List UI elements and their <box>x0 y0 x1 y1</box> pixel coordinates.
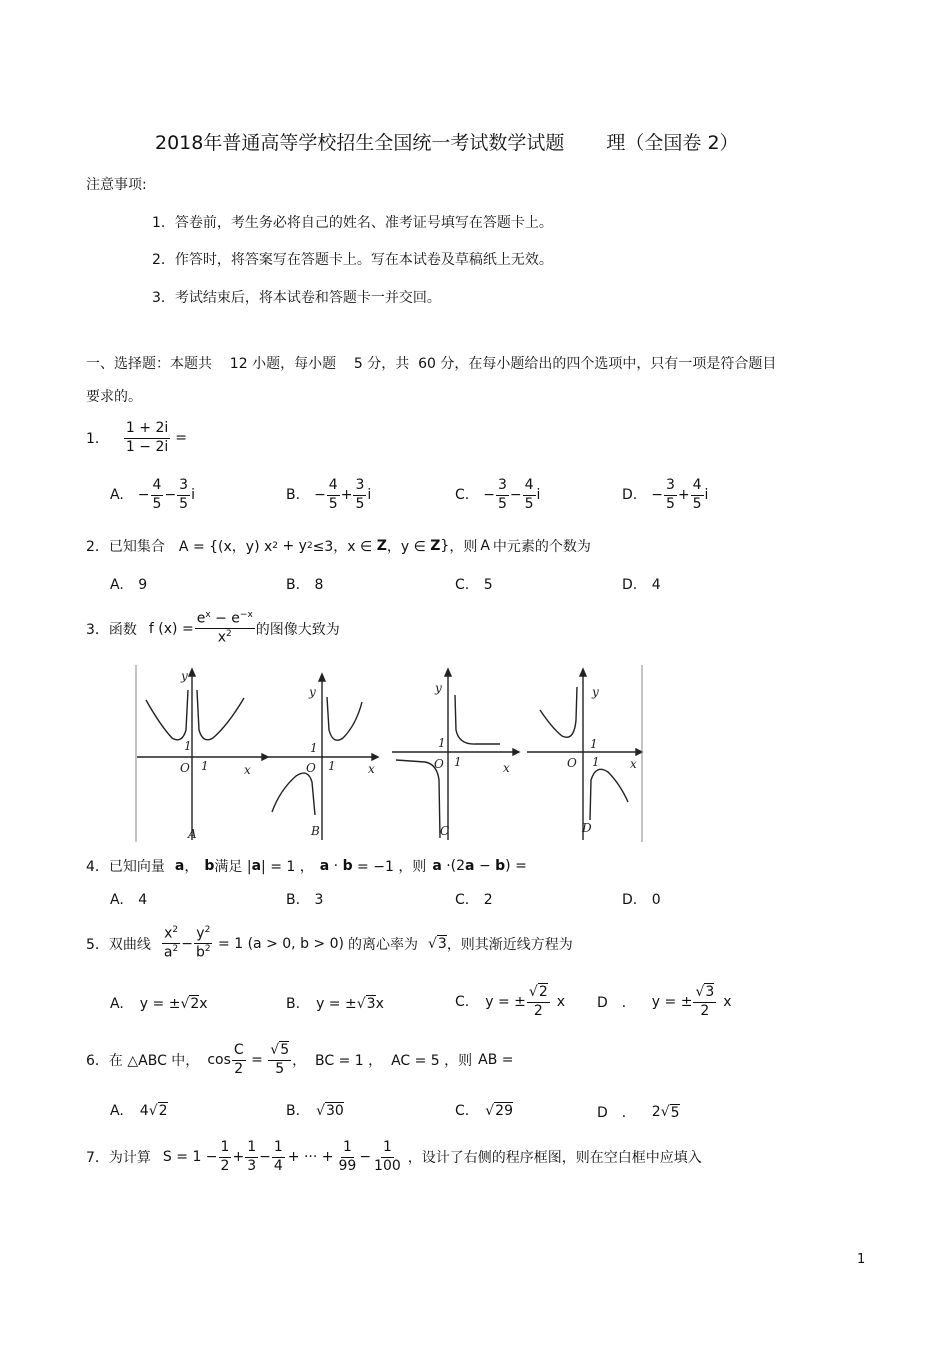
exponent: x <box>205 610 211 620</box>
x-base: x <box>217 629 227 646</box>
dot-operator: · <box>329 858 343 874</box>
radicand: 2 <box>158 1103 168 1119</box>
option-value: 2 <box>483 892 493 908</box>
question-text: 的图像大致为 <box>255 621 340 638</box>
notice-item: 3．考试结束后，将本试卷和答题卡一并交回。 <box>152 290 441 306</box>
axis-label-y: y <box>309 685 316 699</box>
graph-b[interactable] <box>268 674 378 840</box>
option-expr: y = ± <box>316 995 357 1012</box>
vector-b: b <box>204 858 215 874</box>
sign: − <box>314 487 326 503</box>
fraction <box>268 1042 291 1078</box>
tick-label: 1 <box>328 759 336 773</box>
question-number: 1． <box>86 431 109 447</box>
denominator: 5 <box>524 495 534 512</box>
curve-left <box>540 687 577 737</box>
q5-option[interactable]: A. y = ± √ 2 x <box>110 995 208 1012</box>
minus: − <box>181 935 193 952</box>
sign: − <box>651 487 663 503</box>
fraction <box>272 1139 285 1175</box>
axis-label-x: x <box>630 757 637 771</box>
tick-label: 1 <box>184 739 192 753</box>
equals: = <box>246 1052 268 1068</box>
numerator: 4 <box>327 477 340 496</box>
denominator <box>194 944 213 962</box>
numerator: 1 + 2i <box>124 420 170 439</box>
question-text: | = 1 ， <box>261 859 314 875</box>
tick-label: 1 <box>438 736 446 750</box>
denominator: 5 <box>665 495 675 512</box>
denominator: 3 <box>247 1157 257 1174</box>
graph-caption: B <box>311 824 320 838</box>
option-coef: 4 <box>139 1102 149 1119</box>
operator: + <box>677 487 690 503</box>
radical: √3 <box>427 935 447 952</box>
fraction <box>232 1042 246 1078</box>
vector-a: a <box>465 858 475 874</box>
question-text: AB = <box>478 1052 514 1068</box>
curve-right <box>455 695 500 744</box>
set-expr: A = {(x，y) x <box>178 539 273 555</box>
radicand: 3 <box>366 996 376 1012</box>
option-value: 5 <box>483 577 493 593</box>
vector-b: b <box>495 858 506 874</box>
question-text: 的离心率为 <box>347 936 418 953</box>
option-label: D. <box>622 892 638 908</box>
operator: − <box>359 1149 372 1165</box>
y-var: y <box>196 925 205 942</box>
imag-unit: i <box>367 487 372 503</box>
set-name: A <box>480 538 490 554</box>
numerator: √3 <box>693 984 716 1003</box>
question-text: ·(2 <box>441 858 466 874</box>
set-expr: ≤3，x ∈ <box>312 539 377 555</box>
radicand: 3 <box>437 935 447 952</box>
e-minus: − e <box>210 610 240 627</box>
fraction <box>162 925 180 962</box>
radicand: 29 <box>495 1103 513 1119</box>
b-var: b <box>195 944 205 961</box>
option-label: C. <box>455 487 470 503</box>
exponent: 2 <box>272 541 279 551</box>
question-text: 满足 | <box>214 859 252 875</box>
option-label: C. <box>455 577 470 593</box>
y-arrow <box>189 669 195 676</box>
fraction <box>194 925 213 962</box>
question-number: 7． <box>86 1150 109 1166</box>
operator: + ··· + <box>287 1149 334 1165</box>
option-value: 4 <box>651 577 661 593</box>
sum-expr: S = 1 − <box>162 1149 218 1165</box>
radicand: 30 <box>325 1103 344 1119</box>
question-text: 中元素的个数为 <box>492 539 591 555</box>
graph-a[interactable] <box>137 669 268 840</box>
operator: + <box>340 487 353 503</box>
q4-option[interactable] <box>286 892 323 908</box>
axis-label-y: y <box>592 685 599 699</box>
y-arrow <box>319 674 325 681</box>
q5-option[interactable] <box>597 984 732 1020</box>
question-text: − <box>474 858 496 874</box>
x-arrow <box>513 749 519 755</box>
origin-label: O <box>180 761 190 775</box>
q4-option[interactable] <box>110 892 147 908</box>
y-arrow <box>580 669 586 676</box>
numerator: √5 <box>268 1042 291 1061</box>
axis-label-y: y <box>435 681 442 695</box>
sign: − <box>483 487 495 503</box>
option-label: C. <box>455 994 470 1010</box>
question-4 <box>86 856 527 876</box>
option-label: B. <box>286 1102 301 1119</box>
fraction <box>336 1139 358 1175</box>
option-label: C. <box>455 892 470 908</box>
question-text: 双曲线 <box>108 936 151 953</box>
radicand: 2 <box>538 984 548 1000</box>
fraction <box>219 1139 232 1175</box>
tick-label: 1 <box>590 737 598 751</box>
denominator: 5 <box>179 495 189 512</box>
tick-label: 1 <box>201 759 209 773</box>
question-text: 为计算 <box>108 1150 151 1166</box>
radicand: 5 <box>670 1104 680 1121</box>
cos-func: cos <box>207 1052 231 1068</box>
denominator: 2 <box>700 1002 710 1019</box>
denominator: 5 <box>152 495 162 512</box>
notice-item: 2．作答时，将答案写在答题卡上。写在本试卷及草稿纸上无效。 <box>152 252 553 268</box>
numerator: 1 <box>245 1139 258 1158</box>
numerator: 1 <box>272 1139 285 1158</box>
exponent: 2 <box>204 944 211 955</box>
denominator: 5 <box>275 1060 285 1077</box>
x-arrow <box>636 749 642 755</box>
question-text: ，则 <box>449 539 478 555</box>
question-text: 已知向量 <box>108 859 165 875</box>
option-label: A. <box>110 487 124 503</box>
imag-unit: i <box>536 487 541 503</box>
radicand: 2 <box>190 996 200 1012</box>
question-number: 5． <box>86 936 109 953</box>
operator: − <box>259 1149 271 1165</box>
option-label: B. <box>286 892 301 908</box>
option-label: A. <box>110 995 124 1012</box>
y-arrow <box>445 669 451 676</box>
denominator: 2 <box>234 1060 244 1077</box>
denominator: 5 <box>692 495 702 512</box>
fraction <box>245 1139 258 1175</box>
option-label: D. <box>622 487 638 503</box>
vector-a: a <box>432 858 442 874</box>
a-var: a <box>163 944 173 961</box>
numerator: 4 <box>691 477 704 496</box>
numerator: C <box>232 1042 246 1061</box>
numerator: 1 <box>381 1139 394 1158</box>
vector-a: a <box>319 858 330 874</box>
option-expr: y = ± <box>485 994 526 1010</box>
notice-heading: 注意事项: <box>86 177 147 193</box>
option-value: 9 <box>138 577 148 593</box>
equation-rest: = 1 (a > 0, b > 0) <box>213 935 344 952</box>
graph-d[interactable] <box>527 669 642 840</box>
tick-label: 1 <box>592 755 600 769</box>
function-expr: f (x) = <box>148 620 194 637</box>
option-expr: x <box>199 995 208 1012</box>
q6-option[interactable]: C. √ 29 <box>455 1102 513 1119</box>
denominator: 4 <box>273 1157 283 1174</box>
e-base: e <box>196 610 206 627</box>
question-6 <box>86 1042 514 1078</box>
option-label: D ． <box>597 1105 636 1121</box>
question-text: 函数 <box>108 621 137 638</box>
integers-symbol: Z <box>430 538 441 554</box>
operator: − <box>509 487 522 503</box>
exponent: 2 <box>226 629 232 640</box>
option-expr: x <box>723 994 732 1010</box>
numerator: 1 <box>219 1139 232 1158</box>
question-text: = −1 ，则 <box>352 859 427 875</box>
denominator: 100 <box>374 1157 401 1174</box>
curve-left <box>396 760 440 838</box>
q4-option[interactable] <box>455 892 493 908</box>
option-value: 4 <box>138 892 148 908</box>
denominator: 2 <box>220 1157 230 1174</box>
axis-label-y: y <box>181 669 188 683</box>
question-number: 4． <box>86 859 109 875</box>
numerator: 3 <box>353 477 366 496</box>
question-text: ，则其渐近线方程为 <box>446 936 573 953</box>
option-expr: x <box>556 994 566 1010</box>
option-label: A. <box>110 577 124 593</box>
question-number: 3． <box>86 621 109 638</box>
section-heading: 一、选择题：本题共 12 小题，每小题 5 分，共 60 分，在每小题给出的四个选项中，只有一项是符合题目 <box>86 356 777 372</box>
axis-label-x: x <box>503 761 510 775</box>
set-expr: } <box>440 538 450 554</box>
fraction <box>527 984 550 1020</box>
x-arrow <box>262 754 268 760</box>
option-value: 0 <box>651 892 661 908</box>
numerator: √2 <box>527 984 550 1003</box>
denominator: 5 <box>328 495 338 512</box>
question-text: 已知集合 <box>108 539 165 555</box>
curve-right <box>327 697 362 740</box>
graph-caption: C <box>440 824 450 838</box>
origin-label: O <box>434 757 444 771</box>
origin-label: O <box>306 761 316 775</box>
integers-symbol: Z <box>376 538 387 554</box>
question-text: ) = <box>505 858 527 874</box>
denominator: 99 <box>338 1157 357 1174</box>
option-value: 3 <box>314 892 324 908</box>
title-main: 2018年普通高等学校招生全国统一考试数学试题 <box>155 132 565 154</box>
vector-a: a <box>251 858 262 874</box>
page-number: 1 <box>857 1252 866 1267</box>
denominator: 5 <box>497 495 507 512</box>
q6-option[interactable]: B. √ 30 <box>286 1102 344 1119</box>
axis-label-x: x <box>368 762 375 776</box>
question-text: ， <box>184 859 199 875</box>
vector-b: b <box>342 858 353 874</box>
question-number: 6． <box>86 1053 109 1069</box>
notice-item: 1．答卷前，考生务必将自己的姓名、准考证号填写在答题卡上。 <box>152 215 553 231</box>
numerator: 4 <box>151 477 164 496</box>
imag-unit: i <box>191 487 195 503</box>
section-heading-cont: 要求的。 <box>86 389 142 405</box>
numerator <box>194 925 212 944</box>
curve-left <box>146 690 188 740</box>
exponent: 2 <box>172 925 179 935</box>
numerator: 3 <box>664 477 677 496</box>
equals: = <box>175 430 187 446</box>
option-label: B. <box>286 487 301 503</box>
numerator: 3 <box>177 477 190 496</box>
question-5 <box>86 925 573 962</box>
exponent: −x <box>239 610 253 620</box>
question-number: 2． <box>86 539 109 555</box>
tick-label: 1 <box>454 755 462 769</box>
option-coef: 2 <box>651 1104 661 1120</box>
option-label: B. <box>286 577 301 593</box>
option-expr: y = ± <box>139 995 181 1012</box>
q5-option[interactable] <box>455 984 565 1020</box>
fraction <box>693 984 716 1020</box>
option-label: D ． <box>597 995 636 1011</box>
set-expr: ，y ∈ <box>386 539 431 555</box>
numerator: 4 <box>523 477 536 496</box>
numerator: 3 <box>496 477 509 496</box>
set-expr: + y <box>278 538 307 554</box>
x-var: x <box>164 925 173 942</box>
denominator: 2 <box>533 1002 543 1019</box>
exponent: 2 <box>204 925 211 935</box>
numerator: 1 <box>341 1139 354 1158</box>
q6-option[interactable]: D ． 2 √ 5 <box>597 1104 680 1121</box>
operator: − <box>164 487 177 503</box>
graph-caption: A <box>188 827 197 841</box>
option-value: 8 <box>314 577 324 593</box>
denominator: 5 <box>355 495 365 512</box>
denominator: 1 − 2i <box>125 438 169 455</box>
operator: + <box>232 1149 245 1165</box>
title-suffix: 理（全国卷 2） <box>606 132 739 154</box>
option-label: A. <box>110 1102 124 1119</box>
x-arrow <box>372 754 378 760</box>
option-label: C. <box>455 1102 470 1119</box>
axis-label-x: x <box>244 763 251 777</box>
question-text: 在 △ABC 中， <box>108 1053 200 1069</box>
radicand: 5 <box>280 1042 290 1058</box>
q5-option[interactable]: B. y = ± √ 3 x <box>286 995 384 1012</box>
denominator <box>162 944 180 962</box>
curve-right <box>590 769 628 820</box>
question-text: ， BC = 1 ， AC = 5 ，则 <box>292 1053 473 1069</box>
exponent: 2 <box>306 541 313 551</box>
option-expr: y = ± <box>651 994 693 1010</box>
graph-caption: D <box>582 821 592 835</box>
imag-unit: i <box>704 487 709 503</box>
option-label: A. <box>110 892 124 908</box>
option-label: D. <box>622 577 638 593</box>
q6-option[interactable]: A. 4 √ 2 <box>110 1102 168 1119</box>
fraction <box>372 1139 403 1175</box>
sign: − <box>137 487 150 503</box>
radicand: 3 <box>705 984 715 1000</box>
tick-label: 1 <box>310 741 318 755</box>
vector-a: a <box>174 858 185 874</box>
exponent: 2 <box>172 944 179 955</box>
curve-right <box>197 690 244 740</box>
option-expr: x <box>375 995 384 1012</box>
origin-label: O <box>567 756 577 770</box>
option-label: B. <box>286 995 301 1012</box>
question-text: ，设计了右侧的程序框图，则在空白框中应填入 <box>407 1150 702 1166</box>
q4-option[interactable] <box>622 892 661 908</box>
question-7 <box>86 1139 702 1175</box>
numerator <box>162 925 180 944</box>
curve-left <box>272 773 315 815</box>
